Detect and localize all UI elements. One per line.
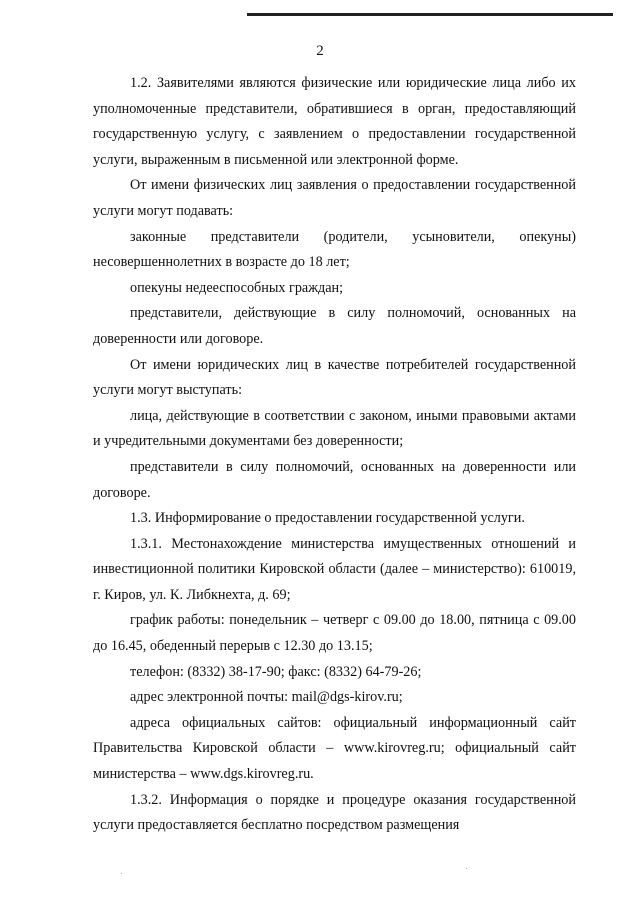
paragraph-legal-representatives: законные представители (родители, усыновители, опекуны) несовершеннолетних в возрасте до 18 лет; (93, 228, 576, 271)
paragraph-individuals-intro: От имени физических лиц заявления о предоставлении государственной услуги могут подавать: (93, 177, 576, 219)
paragraph-applicants: 1.2. Заявителями являются физические или юридические лица либо их уполномоченные представители, обратившиеся в орган, предоставляющий государственную услугу, с заявлением о предоставлении государственной услуги, выраженным в письменной или электронной форме. (93, 75, 576, 168)
paragraph-section-1-3-2: 1.3.2. Информация о порядке и процедуре оказания государственной услуги предоставляется бесплатно посредством размещения (93, 791, 576, 834)
paragraph-working-hours: график работы: понедельник – четверг с 09.00 до 18.00, пятница с 09.00 до 16.45, обеденный перерыв с 12.30 до 13.15; (93, 612, 576, 655)
scan-speck (121, 873, 122, 874)
paragraph-representatives-individuals: представители, действующие в силу полномочий, основанных на доверенности или договоре. (93, 305, 576, 347)
paragraph-section-1-3: 1.3. Информирование о предоставлении государственной услуги. (130, 510, 525, 527)
paragraph-websites: адреса официальных сайтов: официальный информационный сайт Правительства Кировской области – www.kirovreg.ru; официальный сайт министерства – www.dgs.kirovreg.ru. (93, 714, 576, 783)
paragraph-legal-entities-intro: От имени юридических лиц в качестве потребителей государственной услуги могут выступать: (93, 356, 576, 399)
paragraph-representatives-legal: представители в силу полномочий, основанных на доверенности или договоре. (93, 458, 576, 501)
paragraph-ministry-location: 1.3.1. Местонахождение министерства имущественных отношений и инвестиционной политики Кировской области (далее – министерство): 610019, г. Киров, ул. К. Либкнехта, д. 69; (93, 535, 576, 603)
scan-speck (466, 868, 467, 869)
top-rule (247, 13, 613, 16)
paragraph-email: адрес электронной почты: mail@dgs-kirov.ru; (130, 689, 403, 706)
page-number: 2 (316, 43, 324, 59)
paragraph-phone-fax: телефон: (8332) 38-17-90; факс: (8332) 64-79-26; (130, 663, 422, 680)
paragraph-persons-acting-by-law: лица, действующие в соответствии с законом, иными правовыми актами и учредительными документами без доверенности; (93, 407, 576, 450)
document-body (93, 71, 576, 839)
paragraph-guardians: опекуны недееспособных граждан; (130, 279, 344, 296)
